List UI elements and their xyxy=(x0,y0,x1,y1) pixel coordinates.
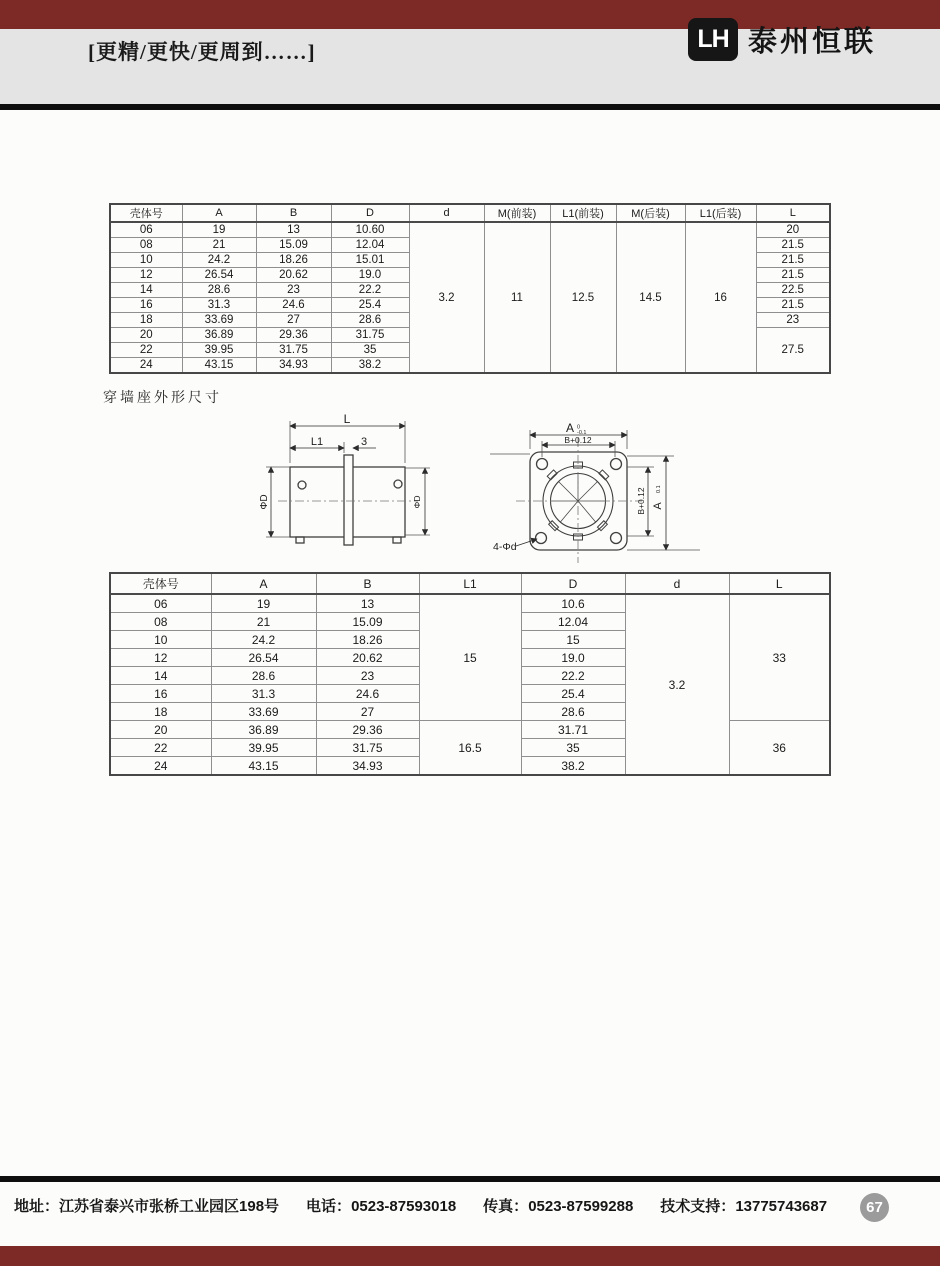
dim-label-L1: L1 xyxy=(310,436,324,448)
table-cell: 24 xyxy=(110,358,182,374)
table-cell: 31.75 xyxy=(331,328,409,343)
dim-label-A-tol-bot: -0.1 xyxy=(577,430,587,436)
table-cell: 18.26 xyxy=(316,631,419,649)
table-cell: 31.3 xyxy=(211,685,316,703)
table-cell: 22 xyxy=(110,343,182,358)
table-cell: 15 xyxy=(419,594,521,721)
corner-hole xyxy=(611,533,622,544)
table-cell: 27.5 xyxy=(756,328,830,374)
dim-label-A-top: A xyxy=(565,421,575,435)
company-logo xyxy=(688,18,876,61)
table-cell: 22.5 xyxy=(756,283,830,298)
side-view xyxy=(290,455,405,545)
table-cell: 3.2 xyxy=(625,594,729,775)
dim-label-flange: 3 xyxy=(360,436,368,448)
table-cell: 33.69 xyxy=(211,703,316,721)
table-cell: 25.4 xyxy=(331,298,409,313)
table-cell: 35 xyxy=(521,739,625,757)
table-cell: 12.04 xyxy=(521,613,625,631)
table-cell: 33 xyxy=(729,594,830,721)
table-cell: 24.2 xyxy=(211,631,316,649)
table-cell: 24.6 xyxy=(316,685,419,703)
footer-divider xyxy=(0,1176,940,1182)
table-cell: 39.95 xyxy=(182,343,256,358)
footer-address: 地址：江苏省泰兴市张桥工业园区198号 xyxy=(14,1198,280,1215)
table-cell: 21 xyxy=(182,238,256,253)
column-header: L1 xyxy=(419,573,521,594)
table-cell: 10.60 xyxy=(331,222,409,238)
table-cell: 06 xyxy=(110,594,211,613)
table-cell: 23 xyxy=(256,283,331,298)
table-cell: 36 xyxy=(729,721,830,776)
table-cell: 19 xyxy=(182,222,256,238)
table-cell: 27 xyxy=(316,703,419,721)
table-cell: 24.6 xyxy=(256,298,331,313)
table-cell: 19.0 xyxy=(331,268,409,283)
section-label: 穿墙座外形尺寸 xyxy=(103,389,222,405)
table-cell: 08 xyxy=(110,613,211,631)
table-cell: 21.5 xyxy=(756,298,830,313)
brand-name: 泰州恒联 xyxy=(748,26,877,58)
dim-label-holes: 4-Φd xyxy=(493,541,517,553)
table-cell: 12.5 xyxy=(550,222,616,373)
column-header: L xyxy=(756,204,830,222)
dim-label-A-tol-top: 0 xyxy=(577,424,581,431)
column-header: B xyxy=(256,204,331,222)
table-row xyxy=(110,222,830,238)
table-cell: 28.6 xyxy=(521,703,625,721)
column-header: M(后装) xyxy=(616,204,685,222)
table-cell: 38.2 xyxy=(331,358,409,374)
table-cell: 16.5 xyxy=(419,721,521,776)
table-cell: 15.09 xyxy=(256,238,331,253)
table-cell: 08 xyxy=(110,238,182,253)
table-cell: 36.89 xyxy=(182,328,256,343)
column-header: A xyxy=(182,204,256,222)
table-cell: 26.54 xyxy=(182,268,256,283)
corner-hole xyxy=(537,459,548,470)
table-cell: 19.0 xyxy=(521,649,625,667)
table-cell: 06 xyxy=(110,222,182,238)
table-cell: 20.62 xyxy=(316,649,419,667)
table-cell: 22.2 xyxy=(521,667,625,685)
table-cell: 15.01 xyxy=(331,253,409,268)
column-header: B xyxy=(316,573,419,594)
table-cell: 29.36 xyxy=(256,328,331,343)
table-cell: 22.2 xyxy=(331,283,409,298)
table-cell: 18.26 xyxy=(256,253,331,268)
table-cell: 28.6 xyxy=(211,667,316,685)
dim-label-L: L xyxy=(343,412,351,426)
table-cell: 10.6 xyxy=(521,594,625,613)
table-cell: 18 xyxy=(110,313,182,328)
footer-contact-line xyxy=(14,1195,827,1216)
table-cell: 21 xyxy=(211,613,316,631)
table-cell: 20 xyxy=(110,328,182,343)
spec-table xyxy=(109,203,831,374)
table-cell: 16 xyxy=(110,685,211,703)
dim-label-phiD-left: ΦD xyxy=(259,494,270,510)
table-cell: 35 xyxy=(331,343,409,358)
column-header: D xyxy=(521,573,625,594)
table-cell: 21.5 xyxy=(756,238,830,253)
table-cell: 21.5 xyxy=(756,268,830,283)
column-header: M(前装) xyxy=(484,204,550,222)
table-cell: 31.71 xyxy=(521,721,625,739)
table-cell: 19 xyxy=(211,594,316,613)
footer-phone: 电话：0523-87593018 xyxy=(306,1198,457,1215)
footer-support: 技术支持：13775743687 xyxy=(660,1198,828,1215)
table-cell: 12 xyxy=(110,649,211,667)
corner-hole xyxy=(611,459,622,470)
dim-label-B-right: B+0.12 xyxy=(636,487,646,515)
footer-fax: 传真：0523-87599288 xyxy=(483,1198,634,1215)
table-cell: 14.5 xyxy=(616,222,685,373)
corner-hole xyxy=(536,533,547,544)
dimension-table-front-mount xyxy=(109,203,829,374)
column-header: d xyxy=(625,573,729,594)
table-cell: 28.6 xyxy=(331,313,409,328)
table-cell: 34.93 xyxy=(316,757,419,776)
spec-table xyxy=(109,572,831,776)
table-cell: 11 xyxy=(484,222,550,373)
column-header: 壳体号 xyxy=(110,204,182,222)
table-cell: 15.09 xyxy=(316,613,419,631)
table-cell: 15 xyxy=(521,631,625,649)
table-cell: 34.93 xyxy=(256,358,331,374)
table-cell: 36.89 xyxy=(211,721,316,739)
table-cell: 39.95 xyxy=(211,739,316,757)
dim-label-phiD-right: ΦD xyxy=(412,495,422,509)
column-header: 壳体号 xyxy=(110,573,211,594)
table-cell: 16 xyxy=(685,222,756,373)
table-cell: 29.36 xyxy=(316,721,419,739)
table-cell: 26.54 xyxy=(211,649,316,667)
table-cell: 38.2 xyxy=(521,757,625,776)
column-header: L xyxy=(729,573,830,594)
table-cell: 31.75 xyxy=(256,343,331,358)
table-cell: 10 xyxy=(110,631,211,649)
table-cell: 12 xyxy=(110,268,182,283)
table-cell: 18 xyxy=(110,703,211,721)
bottom-accent-bar xyxy=(0,1246,940,1266)
table-cell: 3.2 xyxy=(409,222,484,373)
table-cell: 20 xyxy=(756,222,830,238)
table-cell: 20 xyxy=(110,721,211,739)
table-row xyxy=(110,594,830,613)
table-cell: 24.2 xyxy=(182,253,256,268)
table-cell: 31.3 xyxy=(182,298,256,313)
table-cell: 43.15 xyxy=(211,757,316,776)
table-cell: 13 xyxy=(256,222,331,238)
table-cell: 33.69 xyxy=(182,313,256,328)
dimension-table-wall-mount xyxy=(109,572,829,776)
table-cell: 14 xyxy=(110,283,182,298)
mounting-flange xyxy=(344,455,353,545)
table-cell: 22 xyxy=(110,739,211,757)
column-header: D xyxy=(331,204,409,222)
table-cell: 27 xyxy=(256,313,331,328)
table-cell: 13 xyxy=(316,594,419,613)
dim-label-A-right: A xyxy=(652,502,664,510)
table-cell: 23 xyxy=(316,667,419,685)
table-cell: 43.15 xyxy=(182,358,256,374)
table-cell: 14 xyxy=(110,667,211,685)
table-cell: 24 xyxy=(110,757,211,776)
table-cell: 20.62 xyxy=(256,268,331,283)
column-header: L1(前装) xyxy=(550,204,616,222)
column-header: d xyxy=(409,204,484,222)
table-cell: 28.6 xyxy=(182,283,256,298)
column-header: A xyxy=(211,573,316,594)
table-cell: 23 xyxy=(756,313,830,328)
table-cell: 25.4 xyxy=(521,685,625,703)
table-cell: 31.75 xyxy=(316,739,419,757)
technical-drawing xyxy=(250,405,700,565)
dim-label-A-right-tol: 0.1 xyxy=(656,485,662,493)
table-cell: 10 xyxy=(110,253,182,268)
dim-label-B-top: B+0.12 xyxy=(564,435,592,445)
table-cell: 21.5 xyxy=(756,253,830,268)
header-divider xyxy=(0,104,940,110)
table-cell: 16 xyxy=(110,298,182,313)
column-header: L1(后装) xyxy=(685,204,756,222)
header-slogan: [更精/更快/更周到……] xyxy=(88,40,316,64)
logo-monogram-icon: LH xyxy=(688,18,738,61)
table-cell: 12.04 xyxy=(331,238,409,253)
page-number-badge: 67 xyxy=(860,1193,889,1222)
